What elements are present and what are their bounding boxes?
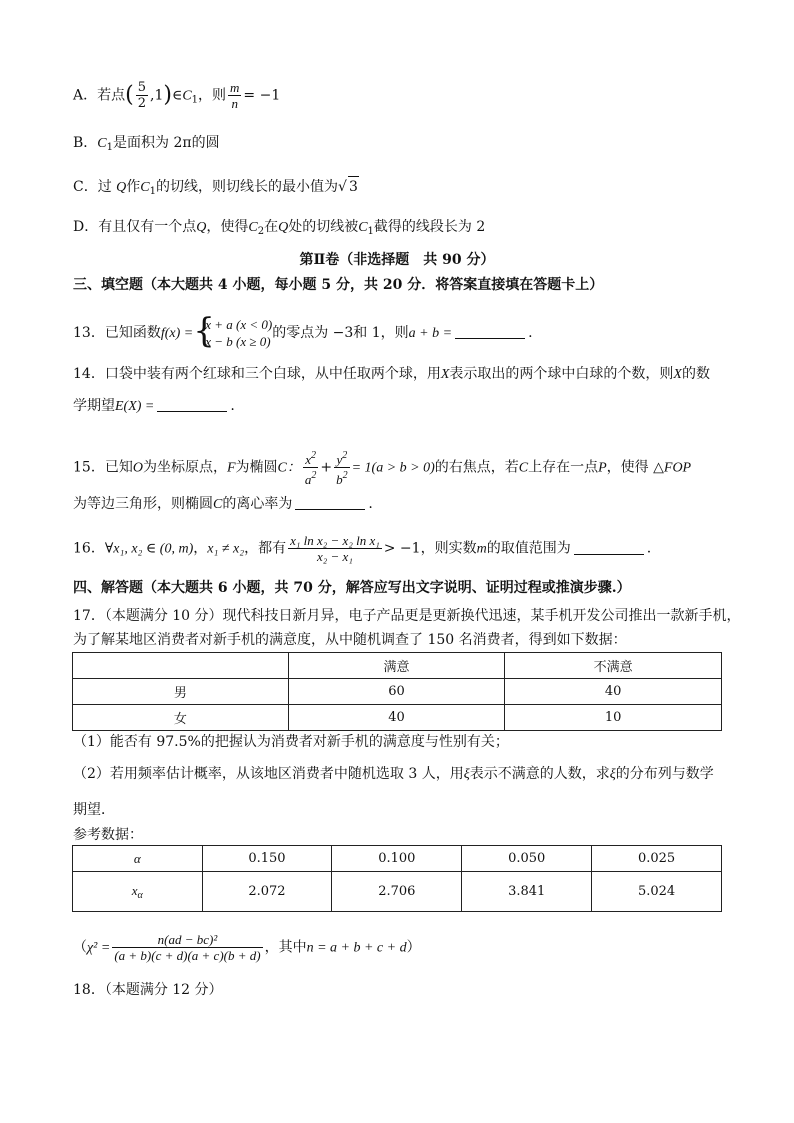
question-16: 16．∀x₁, x₂ ∈ (0, m)，x₁ ≠ x₂，都有 $\frac{\text{x₁ ln x₂ − x₂ ln x₁}}{\text{x₂ − x₁}}$ > −1，则实数m的取值范围为 . [73, 533, 652, 564]
answer-blank-15[interactable] [295, 495, 365, 510]
reference-table: α 0.150 0.100 0.050 0.025 $x_\alpha$ 2.072 2.706 3.841 5.024 [72, 845, 722, 912]
question-14-line-1: 14．口袋中装有两个红球和三个白球，从中任取两个球，用X表示取出的两个球中白球的个数，则X的数 [73, 366, 710, 382]
question-17-sub-2: （2）若用频率估计概率，从该地区消费者中随机选取 3 人，用ξ表示不满意的人数，求ξ的分布列与数学 [73, 766, 714, 782]
question-17-line-2: 为了解某地区消费者对新手机的满意度，从中随机调查了 150 名消费者，得到如下数据： [73, 632, 627, 648]
option-b: B．$C_1$是面积为 2π的圆 [73, 135, 220, 153]
section-2-title: 第Ⅱ卷（非选择题 共 90 分） [299, 252, 495, 268]
part-4-heading: 四、解答题（本大题共 6 小题，共 70 分，解答应写出文字说明、证明过程或推演步骤.） [73, 580, 631, 596]
option-d: D．有且仅有一个点Q，使得$C_2$在Q处的切线被$C_1$截得的线段长为 2 [73, 219, 486, 237]
answer-blank-14[interactable] [157, 397, 227, 412]
question-17-sub-2-cont: 期望． [73, 802, 115, 818]
question-15-line-1: 15．已知O为坐标原点，F为椭圆C： $\frac{x^2}{a^2}$ + $\frac{y^2}{b^2}$ = 1(a > b > 0)的右焦点，若C上存在一点P，使得 △FOP [73, 450, 692, 487]
option-a: A．若点( $\frac{5}{2}$ $,1)\in C_1$，则 $\frac{m}{n}$ = −1 [73, 80, 281, 111]
question-14-line-2: 学期望E(X) = . [73, 398, 235, 414]
reference-data-label: 参考数据： [73, 827, 143, 843]
question-17-sub-1: （1）能否有 97.5%的把握认为消费者对新手机的满意度与性别有关； [73, 734, 509, 750]
part-3-heading: 三、填空题（本大题共 4 小题，每小题 5 分，共 20 分．将答案直接填在答题卡上） [73, 277, 604, 293]
option-c: C．过 Q作$C_1$的切线，则切线长的最小值为√ 3 [73, 176, 359, 202]
chi-square-formula: （χ² = $\frac{\text{n(ad − bc)²}}{(a + b)(c + d)(a + c)(b + d)}$ ，其中n = a + b + c + d） [73, 932, 421, 963]
satisfaction-table: 满意 不满意 男 60 40 女 40 10 [72, 652, 722, 731]
question-13: 13．已知函数f(x) = { x + a (x < 0) x − b (x ≥ 0) 的零点为 −3和 1，则a + b = . [73, 311, 533, 351]
question-18: 18．（本题满分 12 分） [73, 982, 223, 998]
answer-blank-16[interactable] [574, 540, 644, 555]
answer-blank-13[interactable] [455, 324, 525, 339]
question-17-line-1: 17．（本题满分 10 分）现代科技日新月异，电子产品更是更新换代迅速，某手机开发公司推出一款新手机， [73, 608, 741, 624]
piecewise-function: { x + a (x < 0) x − b (x ≥ 0) [193, 311, 273, 351]
question-15-line-2: 为等边三角形，则椭圆C的离心率为 . [73, 496, 373, 512]
